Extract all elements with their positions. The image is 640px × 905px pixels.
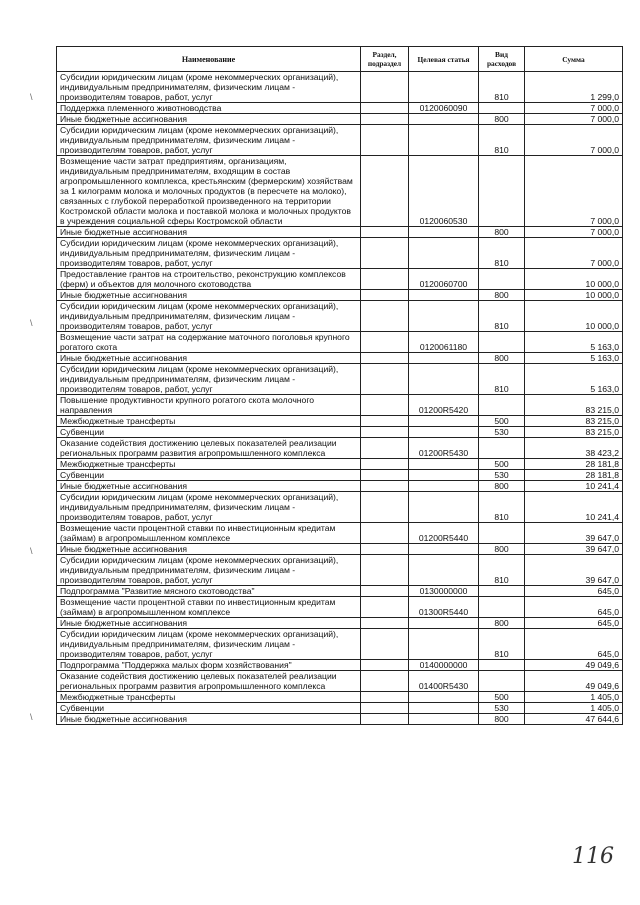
table-row [57, 125, 623, 156]
cell-type: 800 [479, 353, 525, 364]
cell-type: 800 [479, 227, 525, 238]
cell-section [361, 492, 409, 523]
cell-section [361, 586, 409, 597]
table-row [57, 395, 623, 416]
cell-section [361, 353, 409, 364]
cell-target [409, 544, 479, 555]
cell-sum: 83 215,0 [525, 416, 623, 427]
cell-target [409, 714, 479, 725]
cell-target [409, 353, 479, 364]
cell-target: 0130000000 [409, 586, 479, 597]
margin-mark: \ [30, 546, 33, 556]
cell-section [361, 523, 409, 544]
cell-type [479, 332, 525, 353]
cell-section [361, 269, 409, 290]
cell-name: Возмещение части процентной ставки по инвестиционным кредитам (займам) в агропромышленном комплексе [57, 523, 361, 544]
cell-sum: 83 215,0 [525, 395, 623, 416]
page-number: 116 [572, 844, 614, 869]
cell-target [409, 618, 479, 629]
cell-name: Иные бюджетные ассигнования [57, 114, 361, 125]
cell-section [361, 364, 409, 395]
cell-sum: 1 405,0 [525, 703, 623, 714]
cell-type: 800 [479, 481, 525, 492]
cell-section [361, 597, 409, 618]
cell-target: 0120060530 [409, 156, 479, 227]
cell-section [361, 671, 409, 692]
cell-type [479, 523, 525, 544]
cell-sum: 39 647,0 [525, 544, 623, 555]
table-row [57, 544, 623, 555]
cell-type [479, 156, 525, 227]
cell-sum: 7 000,0 [525, 103, 623, 114]
cell-target [409, 364, 479, 395]
cell-target [409, 555, 479, 586]
cell-name: Возмещение части затрат на содержание маточного поголовья крупного рогатого скота [57, 332, 361, 353]
table-row [57, 103, 623, 114]
cell-sum: 7 000,0 [525, 114, 623, 125]
table-row [57, 555, 623, 586]
table-row [57, 227, 623, 238]
cell-name: Иные бюджетные ассигнования [57, 353, 361, 364]
table-row [57, 364, 623, 395]
cell-section [361, 660, 409, 671]
margin-mark: \ [30, 712, 33, 722]
table-row [57, 586, 623, 597]
cell-section [361, 703, 409, 714]
cell-name: Возмещение части процентной ставки по инвестиционным кредитам (займам) в агропромышленном комплексе [57, 597, 361, 618]
cell-sum: 645,0 [525, 629, 623, 660]
header-type: Вид расходов [479, 47, 525, 72]
table-row [57, 156, 623, 227]
cell-name: Иные бюджетные ассигнования [57, 714, 361, 725]
cell-name: Субсидии юридическим лицам (кроме некоммерческих организаций), индивидуальным предпринимателям, физическим лицам - производителям товаров, работ, услуг [57, 555, 361, 586]
cell-type: 530 [479, 427, 525, 438]
cell-target [409, 427, 479, 438]
table-row [57, 301, 623, 332]
table-row [57, 114, 623, 125]
cell-sum: 7 000,0 [525, 227, 623, 238]
table-row [57, 353, 623, 364]
cell-name: Субсидии юридическим лицам (кроме некоммерческих организаций), индивидуальным предпринимателям, физическим лицам - производителям товаров, работ, услуг [57, 492, 361, 523]
cell-name: Субсидии юридическим лицам (кроме некоммерческих организаций), индивидуальным предпринимателям, физическим лицам - производителям товаров, работ, услуг [57, 72, 361, 103]
cell-sum: 38 423,2 [525, 438, 623, 459]
cell-type: 810 [479, 72, 525, 103]
cell-target [409, 72, 479, 103]
cell-name: Оказание содействия достижению целевых показателей реализации региональных программ развития агропромышленного комплекса [57, 438, 361, 459]
cell-name: Межбюджетные трансферты [57, 459, 361, 470]
cell-sum: 1 405,0 [525, 692, 623, 703]
table-row [57, 703, 623, 714]
cell-sum: 49 049,6 [525, 660, 623, 671]
cell-type: 810 [479, 629, 525, 660]
cell-sum: 645,0 [525, 597, 623, 618]
cell-type: 500 [479, 459, 525, 470]
cell-name: Иные бюджетные ассигнования [57, 290, 361, 301]
cell-sum: 7 000,0 [525, 125, 623, 156]
cell-name: Предоставление грантов на строительство, реконструкцию комплексов (ферм) и объектов для молочного скотоводства [57, 269, 361, 290]
header-section: Раздел, подраздел [361, 47, 409, 72]
cell-type: 810 [479, 555, 525, 586]
cell-section [361, 332, 409, 353]
cell-name: Межбюджетные трансферты [57, 416, 361, 427]
table-row [57, 523, 623, 544]
cell-section [361, 427, 409, 438]
cell-name: Субсидии юридическим лицам (кроме некоммерческих организаций), индивидуальным предпринимателям, физическим лицам - производителям товаров, работ, услуг [57, 364, 361, 395]
table-row [57, 416, 623, 427]
cell-type [479, 269, 525, 290]
table-row [57, 290, 623, 301]
cell-target [409, 416, 479, 427]
table-row [57, 269, 623, 290]
cell-section [361, 395, 409, 416]
cell-sum: 10 241,4 [525, 492, 623, 523]
cell-name: Субвенции [57, 470, 361, 481]
cell-name: Субвенции [57, 427, 361, 438]
cell-type: 810 [479, 125, 525, 156]
margin-mark: \ [30, 92, 33, 102]
cell-section [361, 438, 409, 459]
cell-type: 800 [479, 544, 525, 555]
cell-target: 0120060090 [409, 103, 479, 114]
cell-section [361, 156, 409, 227]
cell-type: 800 [479, 114, 525, 125]
cell-sum: 39 647,0 [525, 523, 623, 544]
cell-name: Субвенции [57, 703, 361, 714]
cell-section [361, 416, 409, 427]
budget-table [56, 46, 623, 725]
cell-sum: 645,0 [525, 618, 623, 629]
cell-type: 800 [479, 618, 525, 629]
budget-table-sheet [56, 46, 622, 725]
cell-target: 01200R5430 [409, 438, 479, 459]
table-row [57, 238, 623, 269]
cell-target [409, 290, 479, 301]
cell-target [409, 492, 479, 523]
cell-section [361, 470, 409, 481]
cell-type [479, 671, 525, 692]
cell-type [479, 395, 525, 416]
cell-sum: 5 163,0 [525, 353, 623, 364]
table-row [57, 597, 623, 618]
cell-target [409, 114, 479, 125]
cell-section [361, 72, 409, 103]
cell-section [361, 227, 409, 238]
cell-target [409, 703, 479, 714]
cell-target: 0140000000 [409, 660, 479, 671]
cell-type [479, 103, 525, 114]
cell-section [361, 238, 409, 269]
cell-type: 500 [479, 692, 525, 703]
cell-section [361, 290, 409, 301]
cell-target [409, 629, 479, 660]
cell-section [361, 301, 409, 332]
table-row [57, 492, 623, 523]
header-sum: Сумма [525, 47, 623, 72]
header-name: Наименование [57, 47, 361, 72]
cell-sum: 47 644,6 [525, 714, 623, 725]
cell-section [361, 555, 409, 586]
cell-type: 500 [479, 416, 525, 427]
cell-sum: 645,0 [525, 586, 623, 597]
cell-target [409, 692, 479, 703]
table-row [57, 692, 623, 703]
table-row [57, 332, 623, 353]
cell-name: Оказание содействия достижению целевых показателей реализации региональных программ развития агропромышленного комплекса [57, 671, 361, 692]
cell-section [361, 629, 409, 660]
cell-type [479, 597, 525, 618]
margin-mark: \ [30, 318, 33, 328]
cell-sum: 1 299,0 [525, 72, 623, 103]
cell-name: Субсидии юридическим лицам (кроме некоммерческих организаций), индивидуальным предпринимателям, физическим лицам - производителям товаров, работ, услуг [57, 301, 361, 332]
cell-name: Поддержка племенного животноводства [57, 103, 361, 114]
cell-type: 810 [479, 492, 525, 523]
cell-sum: 10 241,4 [525, 481, 623, 492]
cell-sum: 49 049,6 [525, 671, 623, 692]
cell-section [361, 714, 409, 725]
cell-name: Иные бюджетные ассигнования [57, 544, 361, 555]
table-row [57, 660, 623, 671]
cell-sum: 10 000,0 [525, 269, 623, 290]
table-header-row [57, 47, 623, 72]
table-row [57, 714, 623, 725]
cell-section [361, 544, 409, 555]
table-row [57, 459, 623, 470]
cell-name: Субсидии юридическим лицам (кроме некоммерческих организаций), индивидуальным предпринимателям, физическим лицам - производителям товаров, работ, услуг [57, 125, 361, 156]
cell-sum: 7 000,0 [525, 238, 623, 269]
cell-sum: 39 647,0 [525, 555, 623, 586]
cell-sum: 28 181,8 [525, 459, 623, 470]
cell-section [361, 114, 409, 125]
cell-type: 800 [479, 290, 525, 301]
cell-section [361, 618, 409, 629]
cell-type [479, 586, 525, 597]
cell-target: 0120061180 [409, 332, 479, 353]
cell-sum: 7 000,0 [525, 156, 623, 227]
cell-type [479, 438, 525, 459]
table-row [57, 470, 623, 481]
cell-section [361, 103, 409, 114]
cell-target [409, 125, 479, 156]
cell-name: Иные бюджетные ассигнования [57, 227, 361, 238]
cell-type: 810 [479, 238, 525, 269]
cell-target [409, 238, 479, 269]
cell-target: 01300R5440 [409, 597, 479, 618]
cell-sum: 28 181,8 [525, 470, 623, 481]
header-target: Целевая статья [409, 47, 479, 72]
cell-section [361, 459, 409, 470]
cell-sum: 83 215,0 [525, 427, 623, 438]
table-row [57, 438, 623, 459]
cell-sum: 5 163,0 [525, 332, 623, 353]
cell-target [409, 301, 479, 332]
cell-section [361, 481, 409, 492]
cell-name: Субсидии юридическим лицам (кроме некоммерческих организаций), индивидуальным предпринимателям, физическим лицам - производителям товаров, работ, услуг [57, 238, 361, 269]
cell-target [409, 470, 479, 481]
cell-type: 810 [479, 301, 525, 332]
cell-section [361, 125, 409, 156]
table-row [57, 427, 623, 438]
table-row [57, 671, 623, 692]
table-row [57, 629, 623, 660]
cell-name: Иные бюджетные ассигнования [57, 481, 361, 492]
cell-target: 01400R5430 [409, 671, 479, 692]
cell-name: Подпрограмма "Развитие мясного скотоводства" [57, 586, 361, 597]
table-body [57, 72, 623, 725]
cell-name: Подпрограмма "Поддержка малых форм хозяйствования" [57, 660, 361, 671]
cell-type [479, 660, 525, 671]
table-row [57, 618, 623, 629]
cell-section [361, 692, 409, 703]
table-row [57, 481, 623, 492]
cell-name: Повышение продуктивности крупного рогатого скота молочного направления [57, 395, 361, 416]
cell-sum: 10 000,0 [525, 301, 623, 332]
cell-target: 01200R5440 [409, 523, 479, 544]
table-row [57, 72, 623, 103]
cell-type: 530 [479, 470, 525, 481]
cell-name: Межбюджетные трансферты [57, 692, 361, 703]
cell-target [409, 459, 479, 470]
cell-target [409, 481, 479, 492]
cell-type: 800 [479, 714, 525, 725]
cell-sum: 10 000,0 [525, 290, 623, 301]
cell-target: 01200R5420 [409, 395, 479, 416]
cell-type: 810 [479, 364, 525, 395]
cell-type: 530 [479, 703, 525, 714]
cell-name: Субсидии юридическим лицам (кроме некоммерческих организаций), индивидуальным предпринимателям, физическим лицам - производителям товаров, работ, услуг [57, 629, 361, 660]
cell-target: 0120060700 [409, 269, 479, 290]
cell-name: Иные бюджетные ассигнования [57, 618, 361, 629]
cell-target [409, 227, 479, 238]
cell-sum: 5 163,0 [525, 364, 623, 395]
cell-name: Возмещение части затрат предприятиям, организациям, индивидуальным предпринимателям, входящим в состав агропромышленного комплекса, крестьянским (фермерским) хозяйствам за 1 килограмм молока и молочных продуктов (в пересчете на молоко), связанных с глубокой переработкой произведенного на территории Костромской области молока и поставкой молока и молочных продуктов в учреждения социальной сферы Костромской области [57, 156, 361, 227]
